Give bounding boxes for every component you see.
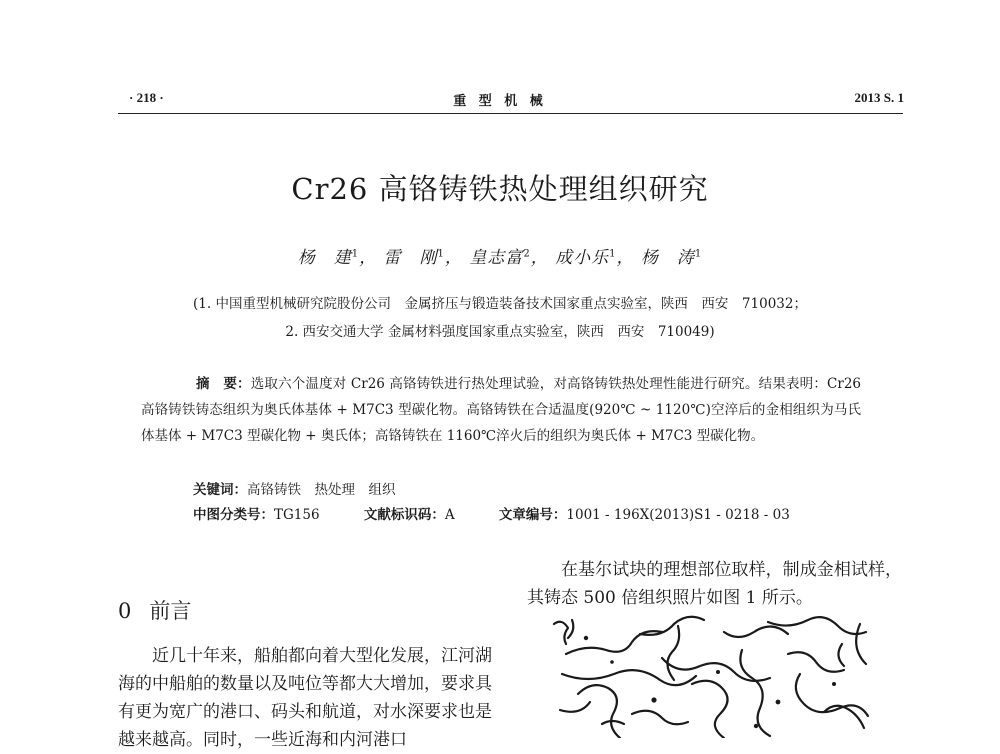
author-mark: 1 bbox=[609, 248, 617, 260]
author-mark: 1 bbox=[351, 248, 360, 260]
keywords-label: 关键词： bbox=[193, 482, 247, 498]
header-rule bbox=[118, 113, 903, 114]
micrograph-figure bbox=[542, 614, 872, 738]
classification-line bbox=[193, 503, 830, 523]
author-name: 杨 涛 bbox=[640, 248, 695, 268]
affiliation-1: (1. 中国重型机械研究院股份公司 金属挤压与锻造装备技术国家重点实验室，陕西 西安 710032； bbox=[193, 296, 807, 312]
section-heading bbox=[118, 595, 191, 625]
author-name: 成小乐 bbox=[555, 248, 610, 268]
author-mark: 2 bbox=[523, 248, 531, 260]
author-list: 杨 建$^1$， 雷 刚$^1$， 皇志富$^2$， 成小乐$^1$， 杨 涛$^1$ bbox=[297, 248, 703, 268]
author-name: 杨 建 bbox=[297, 248, 352, 268]
author-mark: 1 bbox=[694, 248, 703, 260]
author-name: 雷 刚 bbox=[383, 248, 438, 268]
clc-label: 中图分类号： bbox=[193, 507, 274, 523]
affiliation-2: 2. 西安交通大学 金属材料强度国家重点实验室，陕西 西安 710049) bbox=[285, 324, 715, 340]
keywords bbox=[193, 478, 396, 498]
section-title: 前言 bbox=[149, 599, 192, 623]
clc-value: TG156 bbox=[274, 507, 320, 523]
article-number-value: 1001 - 196X(2013)S1 - 0218 - 03 bbox=[566, 507, 790, 523]
keywords-value: 高铬铸铁 热处理 组织 bbox=[247, 482, 396, 498]
page-number: · 218 · bbox=[129, 90, 164, 105]
paper-title: Cr26 高铬铸铁热处理组织研究 bbox=[291, 172, 709, 206]
author-mark: 1 bbox=[437, 248, 445, 260]
abstract bbox=[141, 371, 861, 449]
journal-name: 重 型 机 械 bbox=[453, 94, 547, 109]
issue-label: 2013 S. 1 bbox=[854, 90, 904, 105]
section-number: 0 bbox=[118, 599, 132, 623]
author-name: 皇志富 bbox=[469, 248, 524, 268]
article-number-label: 文章编号： bbox=[498, 507, 567, 523]
left-column-text: 近几十年来，船舶都向着大型化发展，江河湖海的中船舶的数量以及吨位等都大大增加，要求具有更为宽广的港口、码头和航道，对水深要求也是越来越高。同时，一些近海和内河港口 bbox=[118, 646, 492, 750]
abstract-label: 摘 要： bbox=[196, 376, 251, 392]
abstract-text: 选取六个温度对 Cr26 高铬铸铁进行热处理试验，对高铬铸铁热处理性能进行研究。结果表明：Cr26 高铬铸铁铸态组织为奥氏体基体 + M7C3 型碳化物。高铬铸铁在合适温度(920℃ ~ 1120℃)空淬后的金相组织为马氏体基体 + M7C3 型碳化物 + 奥氏体；高铬铸铁在 1160℃淬火后的组织为奥氏体 + M7C3 型碳化物。 bbox=[141, 376, 861, 444]
doc-code-value: A bbox=[444, 507, 455, 523]
doc-code-label: 文献标识码： bbox=[363, 507, 445, 523]
right-column-text: 在基尔试块的理想部位取样，制成金相试样，其铸态 500 倍组织照片如图 1 所示。 bbox=[527, 560, 902, 608]
